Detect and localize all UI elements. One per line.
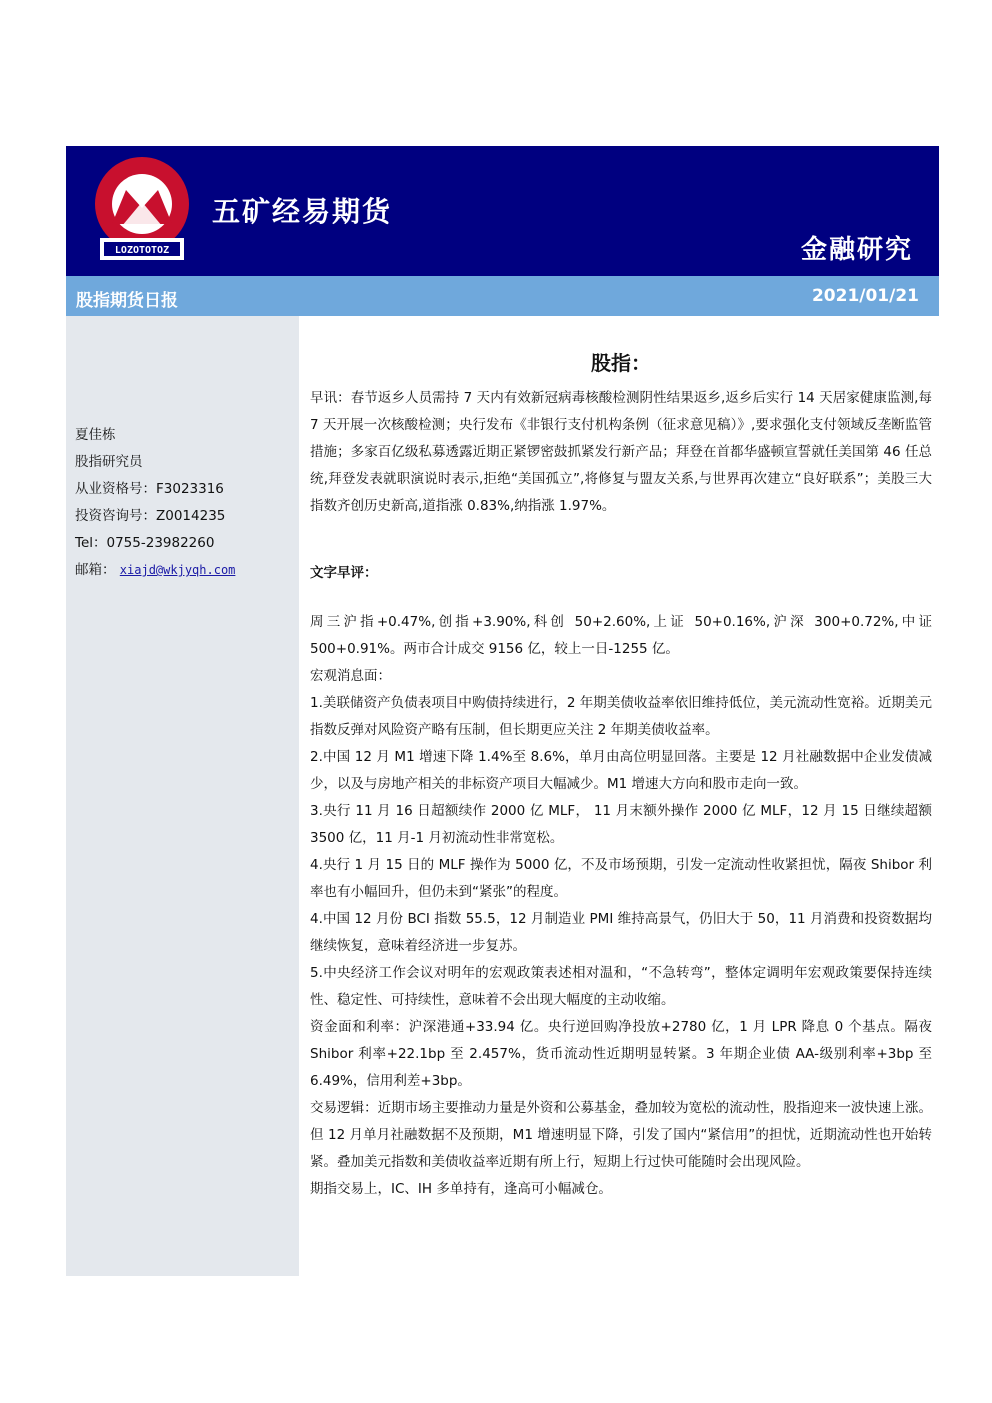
- author-tel: Tel：0755-23982260: [75, 535, 215, 551]
- commentary-title: 文字早评：: [310, 565, 378, 581]
- author-info: [75, 422, 235, 584]
- author-email-row: [75, 557, 235, 584]
- logo-bottom-text: LOZOTOTOZ: [114, 245, 170, 256]
- section-title: 金融研究: [800, 235, 913, 265]
- commentary-body: [310, 609, 932, 1203]
- author-name: 夏佳栋: [75, 427, 116, 443]
- paragraph: 1.美联储资产负债表项目中购债持续进行，2 年期美债收益率依旧维持低位，美元流动性宽裕。近期美元指数反弹对风险资产略有压制，但长期更应关注 2 年期美债收益率。: [310, 695, 932, 738]
- main-content: [310, 350, 932, 1203]
- author-title: 股指研究员: [75, 454, 143, 470]
- paragraph: 3.央行 11 月 16 日超额续作 2000 亿 MLF， 11 月末额外操作 2000 亿 MLF，12 月 15 日继续超额 3500 亿，11 月-1 月初流动性非常宽松。: [310, 803, 932, 846]
- report-date: 2021/01/21: [811, 286, 919, 306]
- report-title-bar: [66, 276, 939, 316]
- header-banner: [66, 146, 939, 276]
- paragraph: 周三沪指+0.47%,创指+3.90%,科创 50+2.60%,上证 50+0.16%,沪深 300+0.72%,中证 500+0.91%。两市合计成交 9156 亿，较上一日-1255 亿。: [310, 614, 932, 657]
- author-sidebar: [66, 316, 299, 1276]
- paragraph: 5.中央经济工作会议对明年的宏观政策表述相对温和，“不急转弯”，整体定调明年宏观政策要保持连续性、稳定性、可持续性，意味着不会出现大幅度的主动收缩。: [310, 965, 932, 1008]
- morning-news: 早讯：春节返乡人员需持 7 天内有效新冠病毒核酸检测阴性结果返乡,返乡后实行 14 天居家健康监测,每 7 天开展一次核酸检测；央行发布《非银行支付机构条例（征求意见稿）》,要求强化支付领域反垄断监管措施；多家百亿级私募透露近期正紧锣密鼓抓紧发行新产品；拜登在首都华盛顿宣誓就任美国第 46 任总统,拜登发表就职演说时表示,拒绝“美国孤立”,将修复与盟友关系,与世界再次建立“良好联系”；美股三大指数齐创历史新高,道指涨 0.83%,纳指涨 1.97%。: [310, 390, 932, 514]
- email-link[interactable]: xiajd@wkjyqh.com: [119, 563, 236, 577]
- paragraph: 4.中国 12 月份 BCI 指数 55.5，12 月制造业 PMI 维持高景气，仍旧大于 50，11 月消费和投资数据均继续恢复，意味着经济进一步复苏。: [310, 911, 932, 954]
- paragraph: 资金面和利率：沪深港通+33.94 亿。央行逆回购净投放+2780 亿，1 月 LPR 降息 0 个基点。隔夜 Shibor 利率+22.1bp 至 2.457%，货币流动性近期明显转紧。3 年期企业债 AA-级别利率+3bp 至 6.49%，信用利差+3bp。: [310, 1019, 932, 1089]
- paragraph: 期指交易上，IC、IH 多单持有，逢高可小幅减仓。: [310, 1181, 612, 1197]
- paragraph: 2.中国 12 月 M1 增速下降 1.4%至 8.6%，单月由高位明显回落。主要是 12 月社融数据中企业发债减少，以及与房地产相关的非标资产项目大幅减少。M1 增速大方向和股市走向一致。: [310, 749, 932, 792]
- email-label: 邮箱：: [75, 562, 116, 578]
- paragraph: 宏观消息面：: [310, 668, 391, 684]
- minmetals-logo-icon: [86, 154, 198, 266]
- author-qualification: 从业资格号：F3023316: [75, 481, 224, 497]
- paragraph: 4.央行 1 月 15 日的 MLF 操作为 5000 亿，不及市场预期，引发一定流动性收紧担忧，隔夜 Shibor 利率也有小幅回升，但仍未到“紧张”的程度。: [310, 857, 932, 900]
- report-name: 股指期货日报: [76, 291, 178, 311]
- main-heading: 股指：: [591, 351, 651, 375]
- company-name: 五矿经易期货: [212, 195, 393, 228]
- author-advisory: 投资咨询号：Z0014235: [75, 508, 226, 524]
- paragraph: 交易逻辑：近期市场主要推动力量是外资和公募基金，叠加较为宽松的流动性，股指迎来一波快速上涨。但 12 月单月社融数据不及预期，M1 增速明显下降，引发了国内“紧信用”的担忧，近期流动性也开始转紧。叠加美元指数和美债收益率近期有所上行，短期上行过快可能随时会出现风险。: [310, 1100, 932, 1170]
